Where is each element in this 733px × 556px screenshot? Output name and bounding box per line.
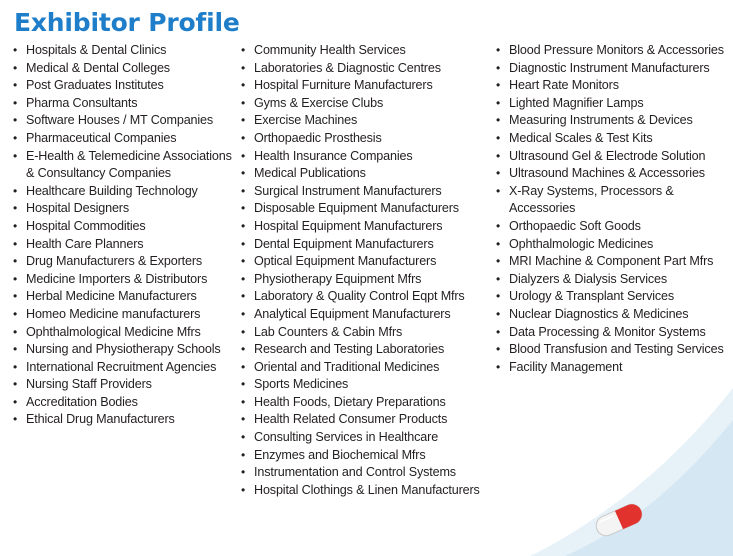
list-item-label: Analytical Equipment Manufacturers [254, 306, 451, 321]
list-item [495, 183, 727, 218]
list-item-label: Measuring Instruments & Devices [509, 113, 693, 128]
bullet-icon: • [496, 78, 501, 93]
bullet-icon: • [496, 271, 501, 286]
list-item [12, 341, 237, 359]
list-item [495, 253, 727, 271]
bullet-icon: • [13, 271, 18, 286]
bullet-icon: • [241, 342, 246, 357]
bullet-icon: • [241, 447, 246, 462]
bullet-icon: • [241, 482, 246, 497]
bullet-icon: • [241, 236, 246, 251]
bullet-icon: • [13, 412, 18, 427]
bullet-icon: • [241, 218, 246, 233]
list-item [495, 306, 727, 324]
bullet-icon: • [241, 78, 246, 93]
list-item [240, 148, 495, 166]
bullet-icon: • [241, 359, 246, 374]
bullet-icon: • [496, 359, 501, 374]
bullet-icon: • [13, 95, 18, 110]
bullet-icon: • [13, 254, 18, 269]
list-item-label: Ultrasound Machines & Accessories [509, 166, 705, 181]
list-item-label: Hospitals & Dental Clinics [26, 43, 167, 57]
list-item-label: Sports Medicines [254, 377, 349, 392]
list-item [240, 447, 495, 465]
bullet-icon: • [241, 271, 246, 286]
list-item [240, 60, 495, 78]
list-item-label: Heart Rate Monitors [509, 78, 619, 93]
bullet-icon: • [13, 130, 18, 145]
list-item-label: Laboratories & Diagnostic Centres [254, 60, 441, 75]
bullet-icon: • [241, 254, 246, 269]
list-item [12, 411, 237, 429]
list-item-label: Health Related Consumer Products [254, 412, 448, 427]
list-item [12, 359, 237, 377]
list-item-label: MRI Machine & Component Part Mfrs [509, 254, 714, 269]
list-item [495, 148, 727, 166]
list-item-label: Health Insurance Companies [254, 148, 413, 163]
bullet-icon: • [241, 148, 246, 163]
list-item [240, 429, 495, 447]
bullet-icon: • [241, 201, 246, 216]
list-item [12, 200, 237, 218]
list-item-label: Ultrasound Gel & Electrode Solution [509, 148, 706, 163]
list-item-label: Data Processing & Monitor Systems [509, 324, 706, 339]
list-item [12, 95, 237, 113]
list-item-label: International Recruitment Agencies [26, 359, 217, 374]
list-item [240, 482, 495, 500]
list-item-label: Nursing Staff Providers [26, 377, 152, 392]
bullet-icon: • [496, 289, 501, 304]
list-item [495, 42, 727, 60]
list-item [12, 130, 237, 148]
list-item-label: Accreditation Bodies [26, 394, 138, 409]
list-item [12, 183, 237, 201]
list-item [495, 218, 727, 236]
bullet-icon: • [13, 377, 18, 392]
list-item [240, 77, 495, 95]
bullet-icon: • [13, 236, 18, 251]
list-item-label: Medical & Dental Colleges [26, 60, 170, 75]
list-item-label: Ethical Drug Manufacturers [26, 412, 175, 427]
list-item [495, 95, 727, 113]
bullet-icon: • [13, 60, 18, 75]
list-item-label: Hospital Clothings & Linen Manufacturers [254, 482, 480, 497]
list-item [12, 112, 237, 130]
list-item-label: Orthopaedic Soft Goods [509, 218, 641, 233]
bullet-icon: • [13, 148, 18, 163]
list-item-label: Lab Counters & Cabin Mfrs [254, 324, 403, 339]
list-item [12, 60, 237, 78]
bullet-icon: • [241, 166, 246, 181]
bullet-icon: • [13, 342, 18, 357]
list-item-label: Blood Pressure Monitors & Accessories [509, 43, 724, 57]
list-item-label: Surgical Instrument Manufacturers [254, 183, 442, 198]
bullet-icon: • [241, 43, 246, 57]
list-item [240, 253, 495, 271]
list-item [12, 77, 237, 95]
bullet-icon: • [13, 113, 18, 128]
bullet-icon: • [13, 78, 18, 93]
list-item [495, 341, 727, 359]
list-item-label: Hospital Furniture Manufacturers [254, 78, 433, 93]
list-item [240, 218, 495, 236]
list-item-label: E-Health & Telemedicine Associations & Consultancy Companies [26, 148, 232, 181]
bullet-icon: • [496, 130, 501, 145]
list-item-label: Facility Management [509, 359, 623, 374]
profile-list-column-3 [495, 42, 727, 376]
list-item [240, 200, 495, 218]
list-item-label: Instrumentation and Control Systems [254, 465, 456, 480]
list-item-label: Pharmaceutical Companies [26, 130, 177, 145]
list-item [240, 42, 495, 60]
bullet-icon: • [241, 60, 246, 75]
bullet-icon: • [13, 306, 18, 321]
list-item [240, 359, 495, 377]
list-item-label: Gyms & Exercise Clubs [254, 95, 384, 110]
list-item [12, 324, 237, 342]
bullet-icon: • [496, 236, 501, 251]
list-item-label: Hospital Designers [26, 201, 129, 216]
list-item [12, 236, 237, 254]
list-item [12, 271, 237, 289]
list-item [495, 77, 727, 95]
bullet-icon: • [496, 183, 501, 198]
bullet-icon: • [496, 43, 501, 57]
list-item [240, 236, 495, 254]
bullet-icon: • [241, 412, 246, 427]
list-item [495, 324, 727, 342]
list-item-label: Drug Manufacturers & Exporters [26, 254, 203, 269]
list-item [495, 359, 727, 377]
list-item [495, 236, 727, 254]
list-item-label: Post Graduates Institutes [26, 78, 164, 93]
bullet-icon: • [241, 377, 246, 392]
list-item [240, 376, 495, 394]
list-item-label: Community Health Services [254, 43, 406, 57]
list-item-label: Pharma Consultants [26, 95, 138, 110]
list-item [12, 376, 237, 394]
bullet-icon: • [13, 359, 18, 374]
bullet-icon: • [13, 183, 18, 198]
list-item-label: Blood Transfusion and Testing Services [509, 342, 724, 357]
bullet-icon: • [241, 183, 246, 198]
bullet-icon: • [13, 43, 18, 57]
bullet-icon: • [496, 166, 501, 181]
page-title: Exhibitor Profile [14, 8, 240, 37]
list-item [240, 411, 495, 429]
list-item [495, 271, 727, 289]
list-item-label: Medical Publications [254, 166, 366, 181]
list-item [12, 306, 237, 324]
profile-list-column-1 [12, 42, 237, 429]
bullet-icon: • [241, 324, 246, 339]
bullet-icon: • [496, 95, 501, 110]
bullet-icon: • [13, 289, 18, 304]
list-item [240, 306, 495, 324]
list-item-label: Orthopaedic Prosthesis [254, 130, 382, 145]
list-item-label: Health Care Planners [26, 236, 144, 251]
list-item [12, 288, 237, 306]
bullet-icon: • [241, 95, 246, 110]
bullet-icon: • [496, 254, 501, 269]
list-item-label: Laboratory & Quality Control Eqpt Mfrs [254, 289, 465, 304]
bullet-icon: • [496, 324, 501, 339]
list-item [12, 218, 237, 236]
list-item [495, 112, 727, 130]
list-item [12, 394, 237, 412]
list-item [240, 95, 495, 113]
bullet-icon: • [241, 465, 246, 480]
bullet-icon: • [241, 306, 246, 321]
list-item [240, 464, 495, 482]
bullet-icon: • [241, 430, 246, 445]
list-item-label: Homeo Medicine manufacturers [26, 306, 201, 321]
list-item-label: Health Foods, Dietary Preparations [254, 394, 446, 409]
list-item [495, 288, 727, 306]
bullet-icon: • [496, 148, 501, 163]
bullet-icon: • [496, 342, 501, 357]
list-item [240, 288, 495, 306]
bullet-icon: • [241, 130, 246, 145]
list-item [240, 112, 495, 130]
bullet-icon: • [13, 201, 18, 216]
list-item-label: Oriental and Traditional Medicines [254, 359, 440, 374]
list-item-label: Disposable Equipment Manufacturers [254, 201, 459, 216]
list-item-label: Nuclear Diagnostics & Medicines [509, 306, 689, 321]
list-item-label: X-Ray Systems, Processors & Accessories [509, 183, 674, 216]
list-item [12, 42, 237, 60]
list-item-label: Urology & Transplant Services [509, 289, 675, 304]
bullet-icon: • [13, 324, 18, 339]
list-item-label: Medicine Importers & Distributors [26, 271, 208, 286]
list-item-label: Research and Testing Laboratories [254, 342, 445, 357]
list-item [240, 341, 495, 359]
list-item [495, 165, 727, 183]
list-item-label: Lighted Magnifier Lamps [509, 95, 644, 110]
profile-list-column-2 [240, 42, 495, 499]
list-item-label: Healthcare Building Technology [26, 183, 198, 198]
list-item [240, 130, 495, 148]
list-item-label: Enzymes and Biochemical Mfrs [254, 447, 426, 462]
list-item [240, 394, 495, 412]
list-item-label: Ophthalmologic Medicines [509, 236, 654, 251]
list-item [495, 130, 727, 148]
list-item-label: Consulting Services in Healthcare [254, 430, 439, 445]
list-item-label: Nursing and Physiotherapy Schools [26, 342, 221, 357]
bullet-icon: • [13, 218, 18, 233]
list-item-label: Herbal Medicine Manufacturers [26, 289, 197, 304]
list-item-label: Exercise Machines [254, 113, 358, 128]
list-item-label: Diagnostic Instrument Manufacturers [509, 60, 710, 75]
list-item [240, 183, 495, 201]
list-item-label: Ophthalmological Medicine Mfrs [26, 324, 201, 339]
list-item [240, 271, 495, 289]
bullet-icon: • [241, 394, 246, 409]
list-item-label: Hospital Equipment Manufacturers [254, 218, 443, 233]
bullet-icon: • [241, 289, 246, 304]
list-item-label: Medical Scales & Test Kits [509, 130, 653, 145]
bullet-icon: • [496, 218, 501, 233]
list-item [12, 253, 237, 271]
list-item [240, 324, 495, 342]
list-item [240, 165, 495, 183]
list-item-label: Hospital Commodities [26, 218, 146, 233]
list-item-label: Dialyzers & Dialysis Services [509, 271, 668, 286]
bullet-icon: • [241, 113, 246, 128]
bullet-icon: • [13, 394, 18, 409]
bullet-icon: • [496, 60, 501, 75]
list-item [495, 60, 727, 78]
bullet-icon: • [496, 306, 501, 321]
list-item-label: Software Houses / MT Companies [26, 113, 214, 128]
bullet-icon: • [496, 113, 501, 128]
list-item [12, 148, 237, 183]
list-item-label: Dental Equipment Manufacturers [254, 236, 434, 251]
list-item-label: Optical Equipment Manufacturers [254, 254, 437, 269]
list-item-label: Physiotherapy Equipment Mfrs [254, 271, 422, 286]
